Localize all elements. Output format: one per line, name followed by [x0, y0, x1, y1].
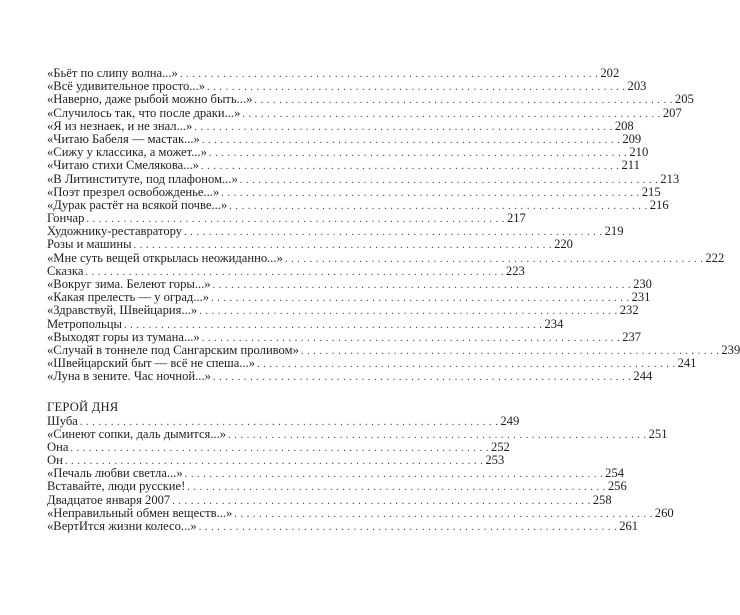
toc-dot-leader: . . . . . . . . . . . . . . . . . . . . . . . . . . . . . . . . . . . . . . . . . . . . . . . . . . . . . . . . . . . . . . . . . . . . [212, 280, 632, 291]
toc-entry-title: «Синеют сопки, даль дымится...» [47, 426, 227, 441]
toc-entry-title: Двадцатое января 2007 [47, 492, 171, 507]
toc-entry [47, 369, 653, 384]
toc-entry-title: «Случай в тоннеле под Сангарским проливом» [47, 342, 299, 357]
toc-entry-title: «Выходят горы из тумана...» [47, 329, 200, 344]
toc-entry-title: Гончар [47, 211, 85, 226]
toc-entry-page: 237 [622, 329, 642, 344]
toc-entry-title: Метропольцы [47, 316, 122, 331]
toc-entry-page: 251 [648, 426, 668, 441]
toc-entry-title: «ВертИтся жизни колесо...» [47, 519, 197, 533]
toc-entry-page: 210 [629, 145, 649, 160]
toc-entry [47, 439, 510, 454]
toc-dot-leader: . . . . . . . . . . . . . . . . . . . . . . . . . . . . . . . . . . . . . . . . . . . . . . . . . . . . . . . . . . . . . . . . . . . . [70, 442, 489, 454]
toc-entry [47, 197, 669, 212]
toc-dot-leader: . . . . . . . . . . . . . . . . . . . . . . . . . . . . . . . . . . . . . . . . . . . . . . . . . . . . . . . . . . . . . . . . . . . . [212, 372, 632, 384]
toc-entry [47, 118, 634, 133]
toc-entry-title: Розы и машины [47, 237, 132, 252]
toc-entry-page: 254 [605, 466, 625, 481]
toc-entry-title: Она [47, 439, 69, 454]
toc-entry-page: 203 [627, 79, 647, 94]
toc-dot-leader: . . . . . . . . . . . . . . . . . . . . . . . . . . . . . . . . . . . . . . . . . . . . . . . . . . . . . . . . . . . . . . . . . . . . [234, 508, 653, 520]
toc-entry-page: 252 [490, 439, 510, 454]
toc-entry-title: «Здравствуй, Швейцария...» [47, 303, 198, 318]
toc-entry-page: 249 [500, 413, 520, 428]
toc-entry [47, 158, 640, 173]
toc-entry [47, 426, 668, 441]
toc-entry-page: 209 [622, 131, 642, 146]
toc-entry-title: «Поэт презрел освобожденье...» [47, 184, 220, 199]
toc-entry [47, 171, 680, 186]
toc-entry-page: 223 [505, 263, 525, 278]
toc-dot-leader: . . . . . . . . . . . . . . . . . . . . . . . . . . . . . . . . . . . . . . . . . . . . . . . . . . . . . . . . . . . . . . . . . . . . [133, 240, 553, 252]
toc-dot-leader: . . . . . . . . . . . . . . . . . . . . . . . . . . . . . . . . . . . . . . . . . . . . . . . . . . . . . . . . . . . . . . . . . . . . [179, 69, 599, 80]
toc-dot-leader: . . . . . . . . . . . . . . . . . . . . . . . . . . . . . . . . . . . . . . . . . . . . . . . . . . . . . . . . . . . . . . . . . . . . [64, 456, 484, 468]
toc-entry-page: 216 [649, 197, 669, 212]
toc-entry-title: «Бьёт по слипу волна...» [47, 66, 178, 80]
toc-dot-leader: . . . . . . . . . . . . . . . . . . . . . . . . . . . . . . . . . . . . . . . . . . . . . . . . . . . . . . . . . . . . . . . . . . . . [300, 345, 720, 357]
toc-entry-page: 230 [633, 277, 652, 291]
toc-entry-title: «Всё удивительное просто...» [47, 79, 206, 94]
toc-entry [47, 237, 573, 252]
toc-dot-leader: . . . . . . . . . . . . . . . . . . . . . . . . . . . . . . . . . . . . . . . . . . . . . . . . . . . . . . . . . . . . . . . . . . . . [201, 332, 621, 344]
toc-entry-title: «Сижу у классика, а может...» [47, 145, 207, 160]
toc-entry-page: 260 [654, 505, 674, 520]
toc-dot-leader: . . . . . . . . . . . . . . . . . . . . . . . . . . . . . . . . . . . . . . . . . . . . . . . . . . . . . . . . . . . . . . . . . . . . [194, 121, 613, 133]
toc-entry-page: 222 [705, 250, 725, 265]
toc-entry-page: 207 [662, 105, 682, 120]
toc-dot-leader: . . . . . . . . . . . . . . . . . . . . . . . . . . . . . . . . . . . . . . . . . . . . . . . . . . . . . . . . . . . . . . . . . . . . [86, 214, 505, 226]
toc-entry-title: «Дурак растёт на всякой почве...» [47, 197, 228, 212]
toc-dot-leader: . . . . . . . . . . . . . . . . . . . . . . . . . . . . . . . . . . . . . . . . . . . . . . . . . . . . . . . . . . . . . . . . . . . . [242, 108, 661, 120]
toc-entry-page: 202 [600, 66, 620, 80]
toc-entry [47, 329, 642, 344]
toc-entry-title: Шуба [47, 413, 78, 428]
toc-entry [47, 519, 639, 533]
toc-entry-title: «Неправильный обмен веществ...» [47, 505, 233, 520]
toc-entry-page: 215 [641, 184, 661, 199]
toc-entry [47, 92, 694, 107]
toc-entry-page: 234 [544, 316, 564, 331]
toc-entry [47, 492, 612, 507]
toc-entry-title: Сказка [47, 263, 84, 278]
toc-entry [47, 316, 564, 331]
toc-dot-leader: . . . . . . . . . . . . . . . . . . . . . . . . . . . . . . . . . . . . . . . . . . . . . . . . . . . . . . . . . . . . . . . . . . . . [211, 293, 630, 305]
toc-entry [47, 479, 627, 494]
toc-dot-leader: . . . . . . . . . . . . . . . . . . . . . . . . . . . . . . . . . . . . . . . . . . . . . . . . . . . . . . . . . . . . . . . . . . . . [187, 482, 606, 494]
toc-dot-leader: . . . . . . . . . . . . . . . . . . . . . . . . . . . . . . . . . . . . . . . . . . . . . . . . . . . . . . . . . . . . . . . . . . . . [284, 253, 704, 265]
toc-entry-title: Вставайте, люди русские! [47, 479, 186, 494]
toc-entry [47, 184, 661, 199]
toc-entry-title: «В Литинституте, под плафоном...» [47, 171, 238, 186]
toc-dot-leader: . . . . . . . . . . . . . . . . . . . . . . . . . . . . . . . . . . . . . . . . . . . . . . . . . . . . . . . . . . . . . . . . . . . . [201, 134, 621, 146]
toc-entry-page: 256 [607, 479, 627, 494]
toc-entry-title: «Я из незнаек, и не знал...» [47, 118, 193, 133]
toc-dot-leader: . . . . . . . . . . . . . . . . . . . . . . . . . . . . . . . . . . . . . . . . . . . . . . . . . . . . . . . . . . . . . . . . . . . . [198, 522, 618, 533]
toc-entry-page: 239 [721, 342, 740, 357]
toc-dot-leader: . . . . . . . . . . . . . . . . . . . . . . . . . . . . . . . . . . . . . . . . . . . . . . . . . . . . . . . . . . . . . . . . . . . . [221, 187, 640, 199]
toc-entry-title: «Наверно, даже рыбой можно быть...» [47, 92, 253, 107]
toc-dot-leader: . . . . . . . . . . . . . . . . . . . . . . . . . . . . . . . . . . . . . . . . . . . . . . . . . . . . . . . . . . . . . . . . . . . . [200, 161, 620, 173]
toc-dot-leader: . . . . . . . . . . . . . . . . . . . . . . . . . . . . . . . . . . . . . . . . . . . . . . . . . . . . . . . . . . . . . . . . . . . . [239, 174, 659, 186]
toc-entry-page: 213 [660, 171, 680, 186]
toc-dot-leader: . . . . . . . . . . . . . . . . . . . . . . . . . . . . . . . . . . . . . . . . . . . . . . . . . . . . . . . . . . . . . . . . . . . . [79, 416, 499, 428]
toc-entry-title: «Луна в зените. Час ночной...» [47, 369, 211, 384]
toc-entry-page: 219 [604, 224, 624, 239]
toc-entry-title: «Читаю стихи Смелякова...» [47, 158, 199, 173]
toc-dot-leader: . . . . . . . . . . . . . . . . . . . . . . . . . . . . . . . . . . . . . . . . . . . . . . . . . . . . . . . . . . . . . . . . . . . . [123, 319, 543, 331]
toc-entry-page: 258 [592, 492, 612, 507]
section-heading: ГЕРОЙ ДНЯ [47, 399, 119, 414]
toc-dot-leader: . . . . . . . . . . . . . . . . . . . . . . . . . . . . . . . . . . . . . . . . . . . . . . . . . . . . . . . . . . . . . . . . . . . . [207, 82, 626, 94]
toc-entry [47, 250, 725, 265]
toc-entry-page: 244 [633, 369, 653, 384]
toc-entry-page: 241 [677, 356, 697, 371]
toc-entry [47, 413, 520, 428]
toc-entry-title: «Вокруг зима. Белеют горы...» [47, 277, 211, 291]
toc-page [47, 66, 740, 533]
toc-entry-page: 232 [619, 303, 639, 318]
toc-entry-title: «Какая прелесть — у оград...» [47, 290, 210, 305]
toc-list-lower [47, 413, 674, 534]
toc-dot-leader: . . . . . . . . . . . . . . . . . . . . . . . . . . . . . . . . . . . . . . . . . . . . . . . . . . . . . . . . . . . . . . . . . . . . [254, 95, 673, 107]
toc-entry-page: 205 [674, 92, 694, 107]
toc-dot-leader: . . . . . . . . . . . . . . . . . . . . . . . . . . . . . . . . . . . . . . . . . . . . . . . . . . . . . . . . . . . . . . . . . . . . [228, 429, 647, 441]
toc-dot-leader: . . . . . . . . . . . . . . . . . . . . . . . . . . . . . . . . . . . . . . . . . . . . . . . . . . . . . . . . . . . . . . . . . . . . [257, 359, 676, 371]
toc-entry-title: «Читаю Бабеля — мастак...» [47, 131, 200, 146]
toc-entry-page: 261 [619, 519, 639, 533]
toc-list-upper [47, 66, 740, 384]
toc-entry-title: «Случилось так, что после драки...» [47, 105, 241, 120]
toc-entry-page: 220 [554, 237, 573, 252]
toc-entry-title: «Швейцарский быт — всё не спеша...» [47, 356, 256, 371]
toc-entry-page: 208 [614, 118, 634, 133]
toc-entry-page: 231 [631, 290, 651, 305]
toc-entry [47, 105, 682, 120]
toc-dot-leader: . . . . . . . . . . . . . . . . . . . . . . . . . . . . . . . . . . . . . . . . . . . . . . . . . . . . . . . . . . . . . . . . . . . . [184, 469, 604, 481]
toc-dot-leader: . . . . . . . . . . . . . . . . . . . . . . . . . . . . . . . . . . . . . . . . . . . . . . . . . . . . . . . . . . . . . . . . . . . . [199, 306, 618, 318]
toc-entry-title: Он [47, 453, 63, 468]
toc-entry-page: 211 [621, 158, 640, 173]
toc-entry [47, 303, 639, 318]
toc-entry-title: «Печаль любви светла...» [47, 466, 183, 481]
toc-entry-page: 217 [506, 211, 526, 226]
toc-dot-leader: . . . . . . . . . . . . . . . . . . . . . . . . . . . . . . . . . . . . . . . . . . . . . . . . . . . . . . . . . . . . . . . . . . . . [208, 148, 628, 160]
toc-dot-leader: . . . . . . . . . . . . . . . . . . . . . . . . . . . . . . . . . . . . . . . . . . . . . . . . . . . . . . . . . . . . . . . . . . . . [184, 227, 603, 239]
toc-entry-title: «Мне суть вещей открылась неожиданно...» [47, 250, 283, 265]
toc-dot-leader: . . . . . . . . . . . . . . . . . . . . . . . . . . . . . . . . . . . . . . . . . . . . . . . . . . . . . . . . . . . . . . . . . . . . [172, 495, 591, 507]
toc-entry-page: 253 [485, 453, 505, 468]
toc-dot-leader: . . . . . . . . . . . . . . . . . . . . . . . . . . . . . . . . . . . . . . . . . . . . . . . . . . . . . . . . . . . . . . . . . . . . [85, 266, 504, 278]
toc-entry-title: Художнику-реставратору [47, 224, 183, 239]
toc-dot-leader: . . . . . . . . . . . . . . . . . . . . . . . . . . . . . . . . . . . . . . . . . . . . . . . . . . . . . . . . . . . . . . . . . . . . [229, 200, 648, 212]
